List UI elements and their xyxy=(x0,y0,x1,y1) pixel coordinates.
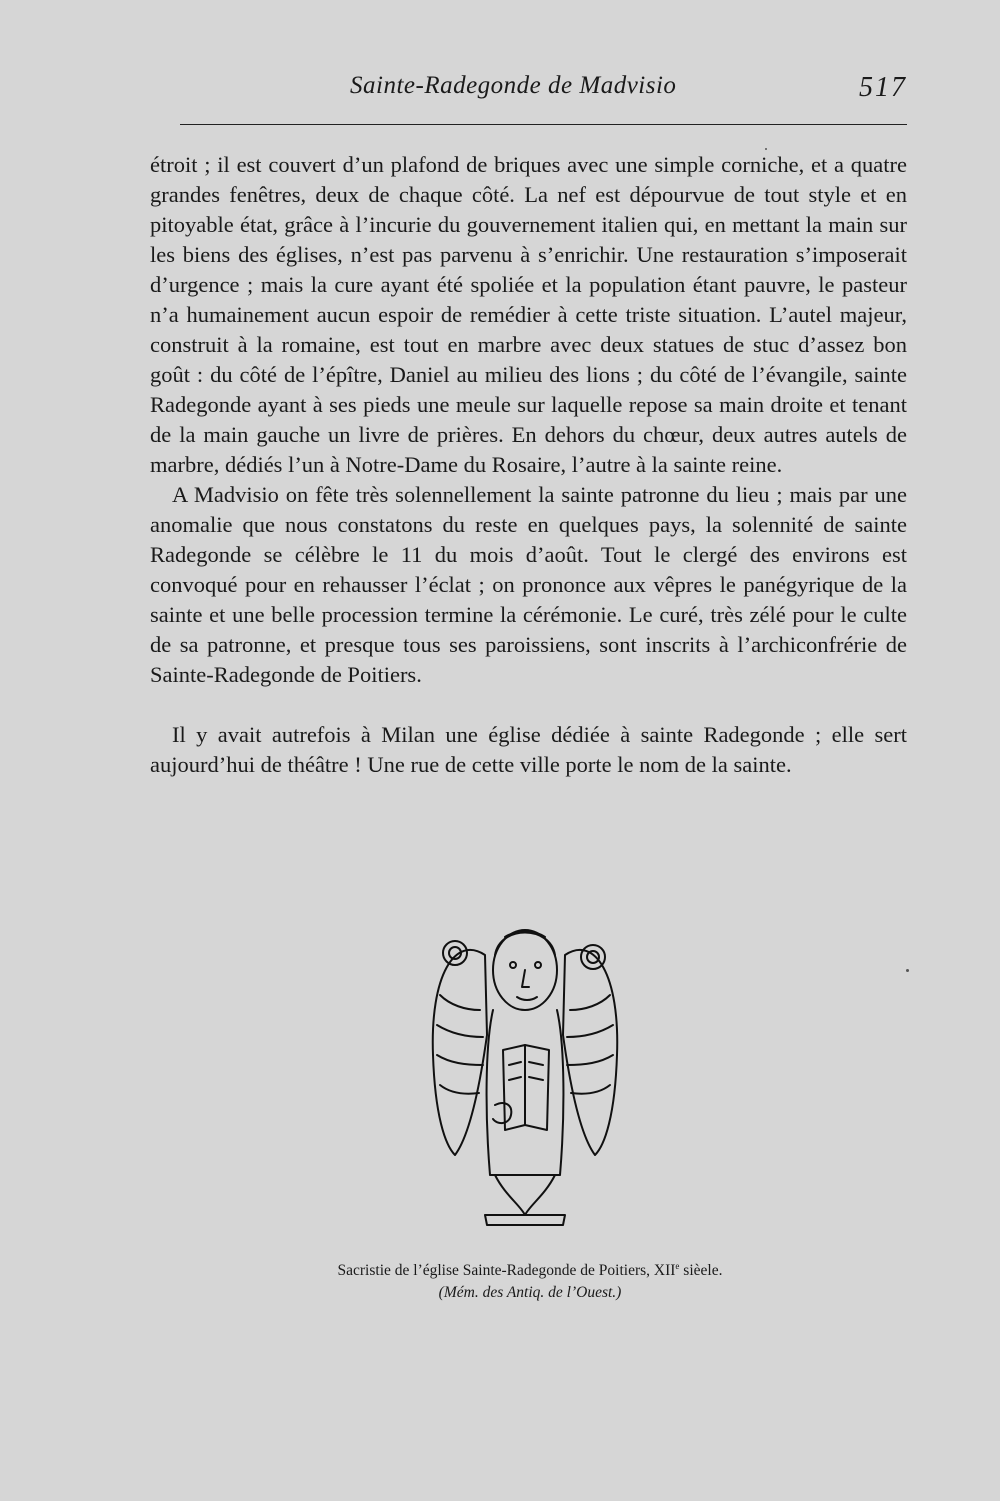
paragraph-2: A Madvisio on fête très solennellement la sainte patronne du lieu ; mais par une anomalie que nous constatons du reste en quelques pays, la solennité de sainte Radegonde se célèbre le 11 du mois d’août. Tout le clergé des environs est convoqué pour en rehausser l’éclat ; on prononce aux vêpres le panégyrique de la sainte et une belle procession termine la cérémonie. Le curé, très zélé pour le culte de sa patronne, et presque tous ses paroissiens, sont inscrits à l’archiconfrérie de Sainte-Radegonde de Poitiers. xyxy=(150,482,907,687)
page-speck xyxy=(765,148,767,150)
paragraph-3: Il y avait autrefois à Milan une église dédiée à sainte Radegonde ; elle sert aujourd’hui de théâtre ! Une rue de cette ville porte le nom de la sainte. xyxy=(150,722,907,777)
caption-century: XII xyxy=(653,1262,676,1280)
page-speck xyxy=(906,969,909,972)
body-text xyxy=(150,150,907,780)
paragraph-1: étroit ; il est couvert d’un plafond de briques avec une simple corniche, et a quatre grandes fenêtres, deux de chaque côté. La nef est dépourvue de tout style et en pitoyable état, grâce à l’incurie du gouvernement italien qui, en mettant la main sur les biens des églises, n’est pas parvenu à s’enrichir. Une restauration s’imposerait d’urgence ; mais la cure ayant été spoliée et la population étant pauvre, le pasteur n’a humainement aucun espoir de remédier à cette triste situation. L’autel majeur, construit à la romaine, est tout en marbre avec deux statues de stuc d’assez bon goût : du côté de l’épître, Daniel au milieu des lions ; du côté de l’évangile, sainte Radegonde ayant à ses pieds une meule sur laquelle repose sa main droite et tenant de la main gauche un livre de prières. En dehors du chœur, deux autres autels de marbre, dédiés l’un à Notre-Dame du Rosaire, l’autre à la sainte reine. xyxy=(150,152,907,477)
running-title: Sainte-Radegonde de Madvisio xyxy=(350,72,677,99)
caption-line xyxy=(250,1255,810,1282)
figure-caption xyxy=(250,1255,810,1304)
caption-source: (Mém. des Antiq. de l’Ouest.) xyxy=(438,1284,622,1302)
page-number: 517 xyxy=(859,72,907,103)
header-rule xyxy=(180,124,907,125)
caption-main: Sacristie de l’église Sainte-Radegonde de Poitiers, xyxy=(337,1262,651,1280)
caption-end: sièele. xyxy=(679,1262,723,1280)
running-head xyxy=(150,66,907,116)
angel-illustration xyxy=(425,915,625,1235)
caption-century-sup: e xyxy=(675,1261,680,1271)
